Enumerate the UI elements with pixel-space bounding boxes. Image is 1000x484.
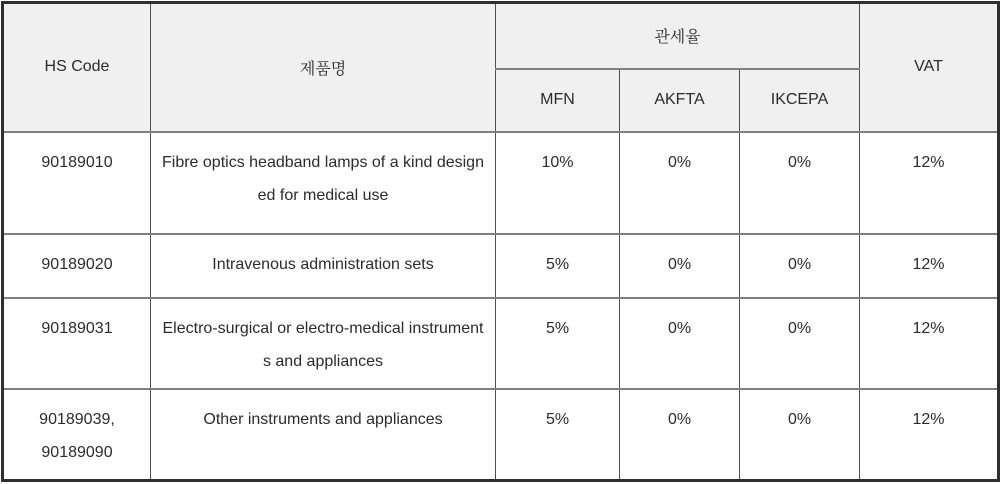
cell-mfn: 5% (496, 234, 620, 298)
header-hs-code: HS Code (3, 3, 151, 132)
cell-mfn: 5% (496, 298, 620, 389)
cell-akfta: 0% (620, 234, 740, 298)
table-row (3, 298, 999, 389)
cell-product: Fibre optics headband lamps of a kind designed for medical use (151, 132, 496, 234)
cell-mfn: 10% (496, 132, 620, 234)
cell-vat: 12% (860, 389, 999, 481)
tariff-table (1, 1, 1000, 482)
header-vat: VAT (860, 3, 999, 132)
cell-akfta: 0% (620, 389, 740, 481)
header-mfn: MFN (496, 69, 620, 132)
cell-ikcepa: 0% (740, 132, 860, 234)
header-product-name: 제품명 (151, 3, 496, 132)
cell-ikcepa: 0% (740, 234, 860, 298)
cell-product: Intravenous administration sets (151, 234, 496, 298)
cell-akfta: 0% (620, 298, 740, 389)
cell-vat: 12% (860, 234, 999, 298)
cell-product: Other instruments and appliances (151, 389, 496, 481)
cell-vat: 12% (860, 298, 999, 389)
header-akfta: AKFTA (620, 69, 740, 132)
header-ikcepa: IKCEPA (740, 69, 860, 132)
cell-mfn: 5% (496, 389, 620, 481)
table-row (3, 389, 999, 481)
table-row (3, 132, 999, 234)
cell-hs-code: 90189039, 90189090 (3, 389, 151, 481)
header-row-top (3, 3, 999, 69)
header-tariff-rate-group: 관세율 (496, 3, 860, 69)
cell-vat: 12% (860, 132, 999, 234)
cell-hs-code: 90189031 (3, 298, 151, 389)
cell-hs-code: 90189010 (3, 132, 151, 234)
table-row (3, 234, 999, 298)
cell-product: Electro-surgical or electro-medical instruments and appliances (151, 298, 496, 389)
cell-hs-code: 90189020 (3, 234, 151, 298)
cell-akfta: 0% (620, 132, 740, 234)
cell-ikcepa: 0% (740, 389, 860, 481)
cell-ikcepa: 0% (740, 298, 860, 389)
